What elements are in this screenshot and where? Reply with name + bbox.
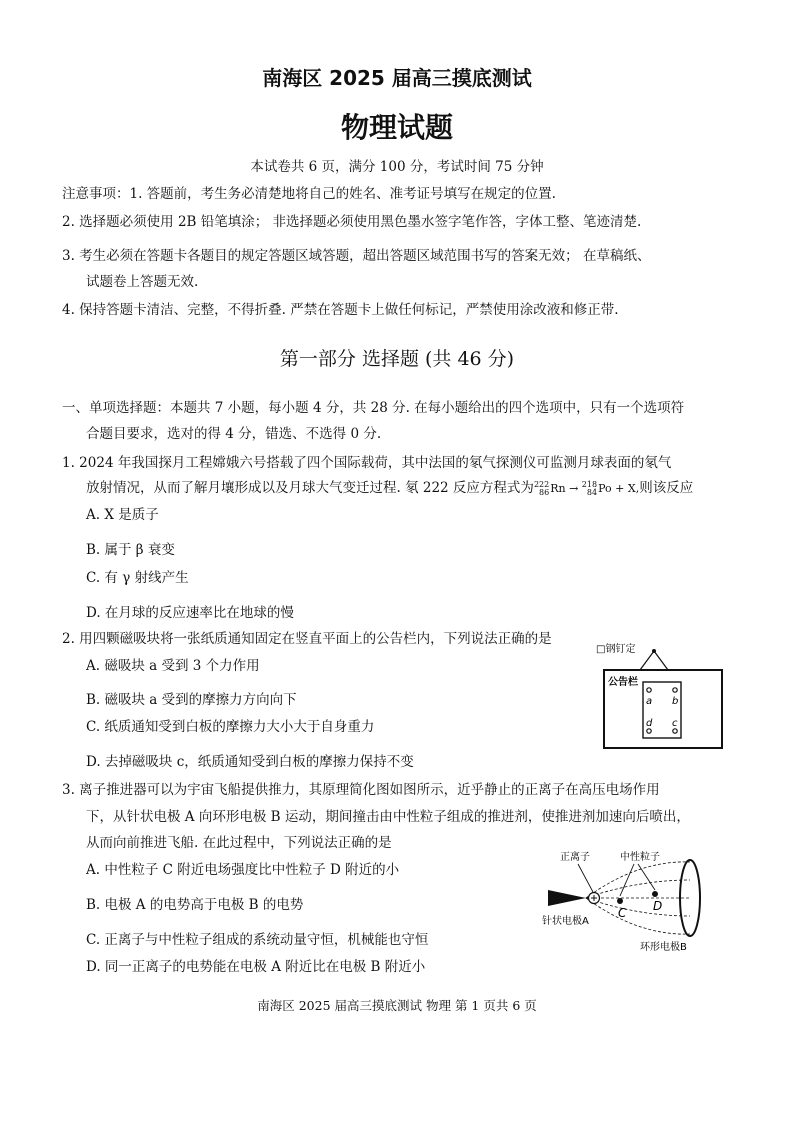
q1-equation: 222 86Rn → 218 84Po + X, — [533, 480, 640, 497]
q1-option-d: D. 在月球的反应速率比在地球的慢 — [86, 605, 294, 621]
q2-option-c: C. 纸质通知受到白板的摩擦力大小大于自身重力 — [86, 719, 375, 735]
field-line-1 — [586, 862, 690, 898]
q1-option-c: C. 有 γ 射线产生 — [86, 570, 189, 586]
rn-nuclide-numbers: 222 86 — [533, 480, 550, 497]
neutral-particle-d — [652, 891, 658, 897]
q1-stem-cont — [86, 478, 693, 499]
nail-label: □钢钉定 — [596, 644, 636, 655]
ion-thruster-figure — [538, 846, 714, 958]
q2-stem: 2. 用四颗磁吸块将一张纸质通知固定在竖直平面上的公告栏内，下列说法正确的是 — [62, 631, 552, 647]
q3-option-a: A. 中性粒子 C 附近电场强度比中性粒子 D 附近的小 — [86, 862, 400, 878]
q1-stem-text: 放射情况，从而了解月壤形成以及月球大气变迁过程. 氡 222 反应方程式为 — [86, 480, 534, 496]
exam-info: 本试卷共 6 页，满分 100 分，考试时间 75 分钟 — [250, 159, 544, 175]
po-nuclide-numbers: 218 84 — [581, 480, 598, 497]
ion-pointer — [578, 864, 593, 892]
q1-stem: 1. 2024 年我国探月工程嫦娥六号搭载了四个国际载荷，其中法国的氡气探测仪可监测月球表面的氡气 — [62, 455, 672, 471]
q3-stem: 3. 离子推进器可以为宇宙飞船提供推力，其原理简化图如图所示，近乎静止的正离子在高压电场作用 — [62, 782, 660, 798]
particle-c-label: C — [618, 906, 627, 920]
note-1: 注意事项：1. 答题前，考生务必清楚地将自己的姓名、准考证号填写在规定的位置. — [62, 186, 556, 202]
page-footer: 南海区 2025 届高三摸底测试 物理 第 1 页共 6 页 — [257, 998, 537, 1013]
exam-title: 南海区 2025 届高三摸底测试 — [262, 66, 532, 90]
q1-stem-end: 则该反应 — [639, 480, 694, 496]
q3-stem-cont: 下，从针状电极 A 向环形电极 B 运动，期间撞击由中性粒子组成的推进剂，使推进剂加速向后喷出， — [86, 809, 690, 825]
q2-option-d: D. 去掉磁吸块 c，纸质通知受到白板的摩擦力保持不变 — [86, 754, 414, 770]
particle-d-label: D — [653, 899, 663, 913]
section-title: 第一部分 选择题 (共 46 分) — [279, 348, 515, 370]
note-3-cont: 试题卷上答题无效. — [86, 274, 199, 290]
q1-option-b: B. 属于 β 衰变 — [86, 542, 175, 558]
note-4: 4. 保持答题卡清洁、完整，不得折叠. 严禁在答题卡上做任何标记，严禁使用涂改液和修正带. — [62, 302, 619, 318]
note-2: 2. 选择题必须使用 2B 铅笔填涂； 非选择题必须使用黑色墨水签字笔作答，字体工整、笔迹清楚. — [62, 214, 642, 230]
neutral-pointer-d — [638, 864, 655, 890]
paper-notice — [643, 682, 681, 738]
q2-option-b: B. 磁吸块 a 受到的摩擦力方向向下 — [86, 692, 297, 708]
q3-stem-cont2: 从而向前推进飞船. 在此过程中，下列说法正确的是 — [86, 835, 392, 851]
hanging-string-left — [640, 651, 654, 670]
subject-title: 物理试题 — [340, 111, 453, 144]
needle-electrode — [548, 890, 586, 906]
board-label: 公告栏 — [608, 677, 638, 688]
needle-electrode-label: 针状电极A — [542, 916, 589, 927]
neutral-particle-c — [617, 898, 623, 904]
q2-option-a: A. 磁吸块 a 受到 3 个力作用 — [86, 658, 260, 674]
neutral-particle-label: 中性粒子 — [620, 852, 660, 863]
section-intro: 一、单项选择题：本题共 7 小题，每小题 4 分，共 28 分. 在每小题给出的四个选项中，只有一个选项符 — [62, 400, 685, 416]
magnet-a-label: a — [646, 696, 653, 707]
ring-electrode-label: 环形电极B — [640, 942, 687, 953]
bulletin-board-figure — [592, 640, 728, 752]
q1-option-a: A. X 是质子 — [86, 507, 159, 523]
magnet-b-label: b — [672, 696, 679, 707]
ion-label: 正离子 — [560, 852, 590, 863]
magnet-d-label: d — [646, 718, 653, 729]
section-intro-cont: 合题目要求，选对的得 4 分，错选、不选得 0 分. — [86, 426, 382, 442]
neutral-pointer-c — [620, 864, 634, 896]
q3-option-b: B. 电极 A 的电势高于电极 B 的电势 — [86, 897, 304, 913]
field-line-2 — [586, 880, 690, 898]
q3-option-c: C. 正离子与中性粒子组成的系统动量守恒，机械能也守恒 — [86, 932, 429, 948]
field-line-4 — [586, 898, 690, 916]
hanging-string-right — [654, 651, 668, 670]
q3-option-d: D. 同一正离子的电势能在电极 A 附近比在电极 B 附近小 — [86, 959, 426, 975]
magnet-c-label: c — [672, 718, 678, 729]
field-line-5 — [586, 898, 690, 934]
note-3: 3. 考生必须在答题卡各题目的规定答题区域答题，超出答题区域范围书写的答案无效； 在草稿纸、 — [62, 248, 651, 264]
